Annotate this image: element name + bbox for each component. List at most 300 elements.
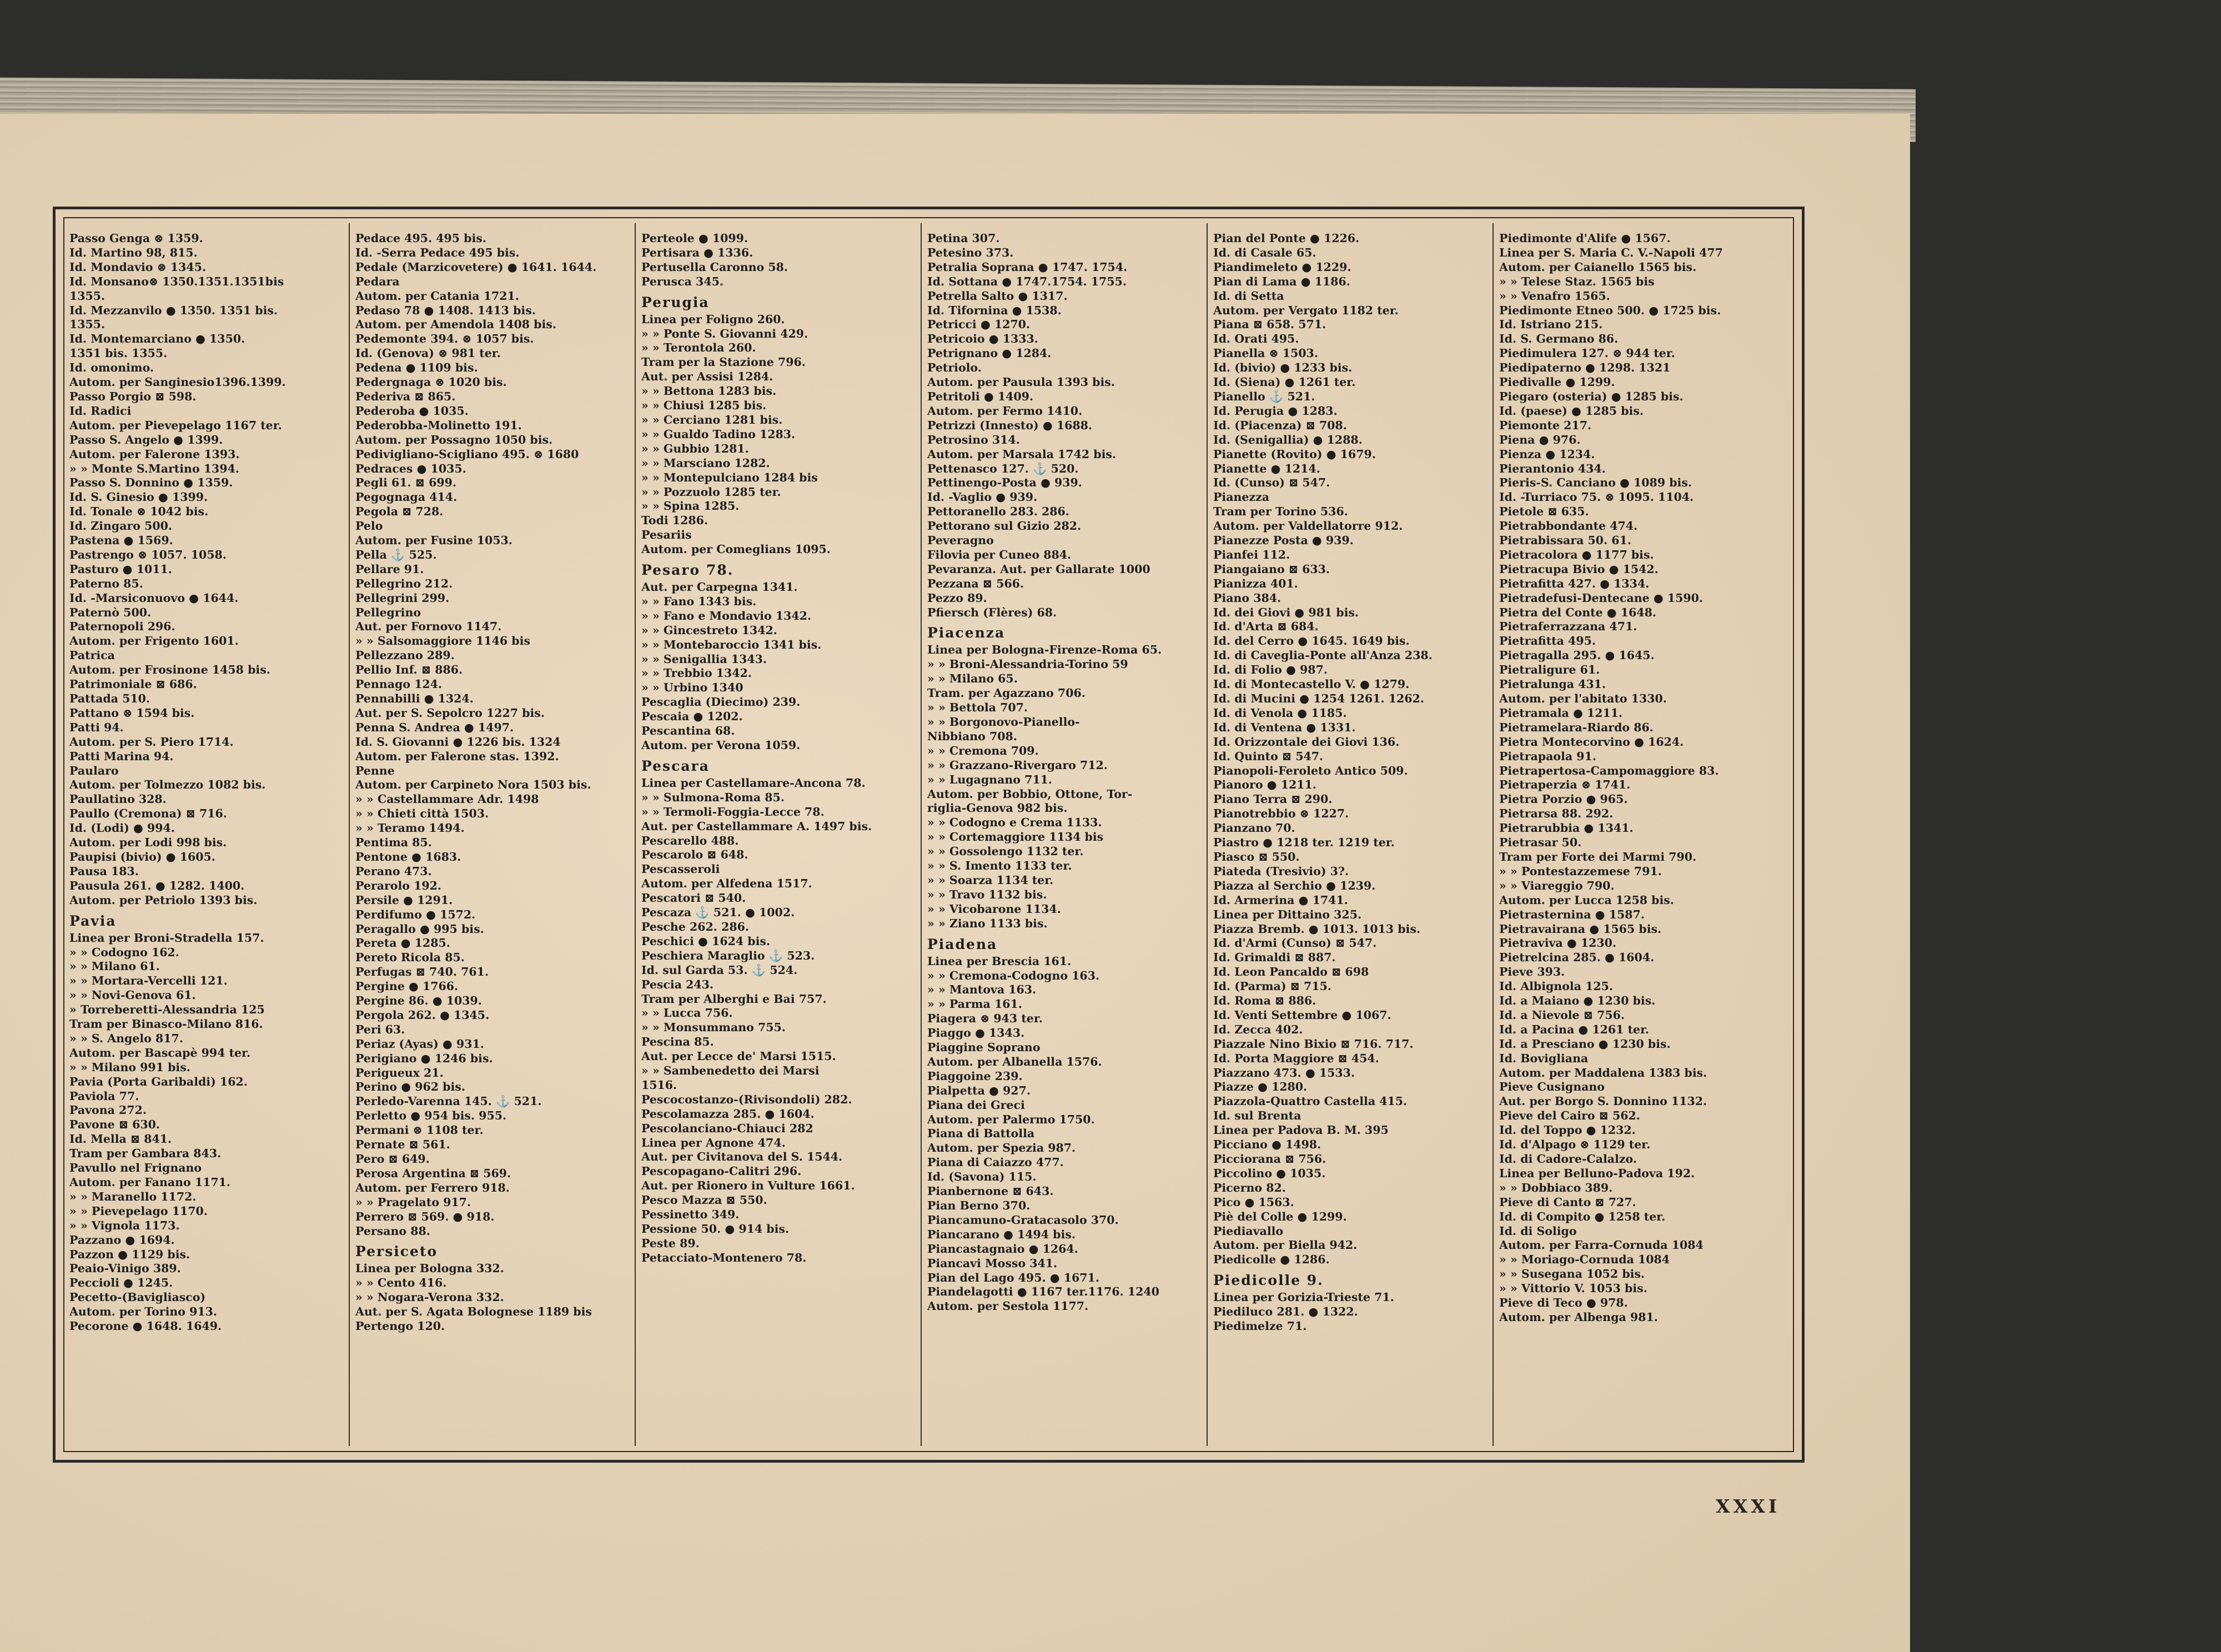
index-entry: Autom. per S. Piero 1714. <box>69 735 234 749</box>
index-entry: Piedimonte Etneo 500. ● 1725 bis. <box>1499 303 1721 317</box>
index-entry: Patti Marina 94. <box>69 749 174 763</box>
index-entry: Pasturo ● 1011. <box>69 562 172 576</box>
index-entry: » » Cortemaggiore 1134 bis <box>927 830 1104 844</box>
index-entry: Pavullo nel Frignano <box>69 1161 202 1175</box>
index-entry: Id. del Cerro ● 1645. 1649 bis. <box>1213 634 1410 648</box>
index-entry: Id. Martino 98, 815. <box>69 245 198 259</box>
index-entry: Piana di Battolla <box>927 1127 1035 1141</box>
index-entry: Id. (Savona) 115. <box>927 1170 1037 1184</box>
index-entry: 1355. <box>69 289 105 303</box>
index-entry: Id. di Casale 65. <box>1213 245 1316 259</box>
index-entry: Pianotrebbio ⊗ 1227. <box>1213 807 1349 821</box>
index-entry: Pentima 85. <box>355 836 432 850</box>
index-entry: Piè del Colle ● 1299. <box>1213 1209 1347 1223</box>
index-entry: » » Monsummano 755. <box>641 1021 786 1035</box>
index-entry: Petriolo. <box>927 361 982 375</box>
index-entry: Linea per Bologna 332. <box>355 1262 504 1276</box>
index-entry: Petricoio ● 1333. <box>927 332 1038 346</box>
index-entry: Pescarolo ⊠ 648. <box>641 848 748 862</box>
index-entry: Permani ⊗ 1108 ter. <box>355 1123 484 1137</box>
index-entry: Pescolanciano-Chiauci 282 <box>641 1121 813 1135</box>
index-entry: » » Chiusi 1285 bis. <box>641 399 767 413</box>
index-entry: Pattano ⊗ 1594 bis. <box>69 706 195 720</box>
index-entry: » » Marsciano 1282. <box>641 456 770 470</box>
index-entry: Id. (Lodi) ● 994. <box>69 821 175 835</box>
index-entry: Paternopoli 296. <box>69 620 175 634</box>
index-entry: Pazzon ● 1129 bis. <box>69 1247 190 1261</box>
index-entry: Pian di Lama ● 1186. <box>1213 274 1350 288</box>
index-entry: Linea per Broni-Stradella 157. <box>69 931 264 945</box>
index-entry: Pianello ⚓ 521. <box>1213 389 1315 403</box>
index-entry: Tram per Gambara 843. <box>69 1147 222 1161</box>
index-entry: Linea per Agnone 474. <box>641 1136 786 1149</box>
index-entry: Id. a Pacina ● 1261 ter. <box>1499 1022 1650 1036</box>
index-entry: Pescasseroli <box>641 862 720 876</box>
index-entry: » » Castellammare Adr. 1498 <box>355 792 539 806</box>
index-entry: Perano 473. <box>355 864 432 878</box>
index-entry: Aut. per Castellammare A. 1497 bis. <box>641 819 872 833</box>
index-entry: Pederoba ● 1035. <box>355 404 469 418</box>
index-entry: Id. Roma ⊠ 886. <box>1213 994 1316 1008</box>
index-entry: Pattada 510. <box>69 692 150 705</box>
index-entry: Pianella ⊗ 1503. <box>1213 347 1318 360</box>
index-entry: Pellegrini 299. <box>355 591 450 605</box>
index-entry: Pietravairana ● 1565 bis. <box>1499 922 1662 936</box>
index-entry: Pianizza 401. <box>1213 576 1298 590</box>
index-entry: Passo S. Angelo ● 1399. <box>69 433 223 446</box>
index-entry: Id. (Senigallia) ● 1288. <box>1213 433 1363 446</box>
index-entry: Id. d'Armi (Cunso) ⊠ 547. <box>1213 936 1377 950</box>
index-entry: Petritoli ● 1409. <box>927 389 1034 403</box>
index-entry: » » Spina 1285. <box>641 499 740 513</box>
index-entry: Paviola 77. <box>69 1089 139 1103</box>
index-entry: Petrignano ● 1284. <box>927 347 1052 360</box>
index-entry: Paullo (Cremona) ⊠ 716. <box>69 807 227 821</box>
index-entry: Pessione 50. ● 914 bis. <box>641 1222 790 1236</box>
index-entry: Pietra del Conte ● 1648. <box>1499 605 1656 619</box>
index-entry: Passo Genga ⊗ 1359. <box>69 232 203 245</box>
index-entry: Autom. per Falerone 1393. <box>69 447 240 461</box>
index-entry: Aut. per Assisi 1284. <box>641 370 773 384</box>
index-entry: Pavona 272. <box>69 1103 147 1117</box>
index-entry: Paternò 500. <box>69 605 152 619</box>
index-entry: » » Susegana 1052 bis. <box>1499 1267 1645 1281</box>
index-entry: Piadena <box>927 936 998 952</box>
index-entry: Persiceto <box>355 1243 438 1260</box>
index-entry: Id. -Marsiconuovo ● 1644. <box>69 591 239 605</box>
index-entry: Pergine ● 1766. <box>355 980 459 993</box>
index-entry: Autom. per Valdellatorre 912. <box>1213 519 1403 533</box>
index-entry: Tram per Forte dei Marmi 790. <box>1499 850 1697 863</box>
index-entry: » » Pragelato 917. <box>355 1195 471 1209</box>
index-entry: Pedale (Marzicovetere) ● 1641. 1644. <box>355 260 597 274</box>
index-entry: » » Montebaroccio 1341 bis. <box>641 637 822 651</box>
index-entry: » » Nogara-Verona 332. <box>355 1291 504 1304</box>
index-entry: Id. -Turriaco 75. ⊗ 1095. 1104. <box>1499 490 1694 504</box>
index-entry: Piancamuno-Gratacasolo 370. <box>927 1213 1119 1227</box>
index-entry: Pescaza ⚓ 521. ● 1002. <box>641 906 795 920</box>
index-entry: » » Codogno 162. <box>69 945 179 959</box>
index-entry: Petricci ● 1270. <box>927 318 1031 332</box>
index-entry: Piedicolle 9. <box>1213 1272 1324 1289</box>
index-entry: Pietramala ● 1211. <box>1499 706 1623 720</box>
index-entry: » » Grazzano-Rivergaro 712. <box>927 758 1108 772</box>
index-entry: Pertengo 120. <box>355 1319 445 1333</box>
index-entry: Linea per Foligno 260. <box>641 312 785 326</box>
index-column-3 <box>641 232 916 1450</box>
index-entry: Autom. per Vergato 1182 ter. <box>1213 303 1399 317</box>
index-entry: Pescantina 68. <box>641 724 735 738</box>
index-entry: Aut. per Lecce de' Marsi 1515. <box>641 1050 836 1063</box>
index-entry: Piano 384. <box>1213 591 1282 605</box>
index-entry: Pieris-S. Canciano ● 1089 bis. <box>1499 476 1692 490</box>
index-entry: Id. Orizzontale dei Giovi 136. <box>1213 735 1400 749</box>
index-entry: Autom. per Maddalena 1383 bis. <box>1499 1066 1707 1079</box>
index-entry: Piazzola-Quattro Castella 415. <box>1213 1094 1408 1108</box>
index-entry: » » Termoli-Foggia-Lecce 78. <box>641 805 825 819</box>
index-entry: Id. -Vaglio ● 939. <box>927 490 1038 504</box>
index-entry: Id. Zingaro 500. <box>69 519 173 533</box>
index-entry: Passo Porgio ⊠ 598. <box>69 389 197 403</box>
index-entry: Pieve del Cairo ⊠ 562. <box>1499 1109 1640 1123</box>
index-entry: Perigueux 21. <box>355 1066 444 1079</box>
index-entry: Id. di Venola ● 1185. <box>1213 706 1347 720</box>
index-entry: Piedimelze 71. <box>1213 1319 1307 1333</box>
index-entry: » » Bettona 1283 bis. <box>641 384 777 398</box>
index-entry: » » Parma 161. <box>927 997 1022 1011</box>
index-entry: Autom. per Fusine 1053. <box>355 534 512 548</box>
index-entry: Id. di Cadore-Calalzo. <box>1499 1152 1637 1166</box>
index-entry: Pietrarubbia ● 1341. <box>1499 821 1634 835</box>
index-entry: Id. Perugia ● 1283. <box>1213 404 1338 418</box>
index-entry: Pecorone ● 1648. 1649. <box>69 1319 222 1333</box>
index-entry: » » Dobbiaco 389. <box>1499 1181 1613 1194</box>
index-entry: Pentone ● 1683. <box>355 850 461 863</box>
index-entry: Perletto ● 954 bis. 955. <box>355 1109 507 1123</box>
index-entry: Id. Istriano 215. <box>1499 318 1603 332</box>
index-entry: Id. di Soligo <box>1499 1224 1577 1238</box>
index-entry: riglia-Genova 982 bis. <box>927 801 1068 815</box>
index-entry: Pella ⚓ 525. <box>355 548 437 561</box>
index-entry: Pian del Lago 495. ● 1671. <box>927 1271 1099 1284</box>
index-entry: Perigiano ● 1246 bis. <box>355 1051 493 1065</box>
index-entry: Pietrafitta 427. ● 1334. <box>1499 576 1650 590</box>
index-entry: Aut. per Civitanova del S. 1544. <box>641 1150 843 1164</box>
index-entry: Piana ⊠ 658. 571. <box>1213 318 1326 332</box>
index-entry: » » Sulmona-Roma 85. <box>641 790 785 804</box>
index-entry: Periaz (Ayas) ● 931. <box>355 1037 484 1051</box>
index-entry: Id. sul Garda 53. ⚓ 524. <box>641 963 798 977</box>
index-entry: Pierantonio 434. <box>1499 461 1606 475</box>
index-entry: Piccolino ● 1035. <box>1213 1166 1326 1180</box>
index-entry: Paularo <box>69 764 119 777</box>
index-entry: Pietra Porzio ● 965. <box>1499 792 1628 806</box>
index-entry: Id. Venti Settembre ● 1067. <box>1213 1008 1391 1022</box>
index-entry: » » Pozzuolo 1285 ter. <box>641 485 781 499</box>
index-entry: Perfugas ⊠ 740. 761. <box>355 965 489 979</box>
index-entry: Pastrengo ⊗ 1057. 1058. <box>69 548 227 561</box>
index-entry: Pietrasternina ● 1587. <box>1499 907 1645 921</box>
column-divider <box>349 223 350 1446</box>
index-entry: Pescopagano-Calitri 296. <box>641 1164 802 1178</box>
index-entry: Id. (Piacenza) ⊠ 708. <box>1213 418 1347 432</box>
column-divider <box>635 223 636 1446</box>
index-entry: Linea per Bologna-Firenze-Roma 65. <box>927 643 1162 657</box>
index-entry: Pausula 261. ● 1282. 1400. <box>69 878 245 892</box>
index-entry: Pellezzano 289. <box>355 649 455 662</box>
index-entry: Pederiva ⊠ 865. <box>355 389 456 403</box>
index-entry: Autom. per Pausula 1393 bis. <box>927 375 1115 389</box>
index-entry: » » Cento 416. <box>355 1276 447 1290</box>
index-entry: Peschiera Maraglio ⚓ 523. <box>641 948 815 962</box>
index-entry: Pienza ● 1234. <box>1499 447 1595 461</box>
index-entry: » » S. Imento 1133 ter. <box>927 859 1072 873</box>
index-entry: Id. Quinto ⊠ 547. <box>1213 749 1324 763</box>
index-entry: Pedivigliano-Scigliano 495. ⊗ 1680 <box>355 447 579 461</box>
index-entry: Autom. per Amendola 1408 bis. <box>355 318 556 332</box>
index-entry: Piazze ● 1280. <box>1213 1080 1308 1094</box>
index-entry: » » Moriago-Cornuda 1084 <box>1499 1253 1670 1267</box>
index-entry: Id. (Genova) ⊗ 981 ter. <box>355 347 501 360</box>
index-entry: Piaggo ● 1343. <box>927 1026 1025 1040</box>
index-entry: Id. (bivio) ● 1233 bis. <box>1213 361 1353 375</box>
index-entry: Piancarano ● 1494 bis. <box>927 1227 1076 1241</box>
index-entry: » » Terontola 260. <box>641 341 756 355</box>
index-entry: Pesariis <box>641 528 692 542</box>
index-entry: Piana di Caiazzo 477. <box>927 1156 1064 1169</box>
index-entry: Autom. per Fanano 1171. <box>69 1176 231 1189</box>
index-entry: Pennabilli ● 1324. <box>355 692 474 705</box>
index-entry: Pietra Montecorvino ● 1624. <box>1499 735 1684 749</box>
index-entry: Pieve di Teco ● 978. <box>1499 1296 1628 1310</box>
index-entry: » » Pontestazzemese 791. <box>1499 864 1662 878</box>
index-entry: Patrica <box>69 649 115 662</box>
index-entry: Id. Tonale ⊗ 1042 bis. <box>69 505 209 519</box>
index-entry: Pesche 262. 286. <box>641 920 750 933</box>
index-entry: Pianoro ● 1211. <box>1213 778 1316 792</box>
index-entry: Id. Leon Pancaldo ⊠ 698 <box>1213 965 1369 979</box>
index-entry: Linea per Belluno-Padova 192. <box>1499 1166 1695 1180</box>
index-entry: Paullatino 328. <box>69 792 167 806</box>
index-entry: Petrizzi (Innesto) ● 1688. <box>927 418 1093 432</box>
index-entry: Autom. per Falerone stas. 1392. <box>355 749 559 763</box>
index-entry: Pellegrino <box>355 605 421 619</box>
index-entry: Pescolamazza 285. ● 1604. <box>641 1107 815 1121</box>
index-entry: » » Trebbio 1342. <box>641 666 752 680</box>
index-entry: » » Gualdo Tadino 1283. <box>641 427 796 441</box>
index-entry: Piateda (Tresivio) 3?. <box>1213 864 1349 878</box>
index-entry: Id. Sottana ● 1747.1754. 1755. <box>927 274 1127 288</box>
index-entry: Tram per la Stazione 796. <box>641 355 806 369</box>
index-entry: Piena ● 976. <box>1499 433 1581 446</box>
index-entry: Pescocostanzo-(Rivisondoli) 282. <box>641 1092 852 1106</box>
index-entry: Pedaso 78 ● 1408. 1413 bis. <box>355 303 536 317</box>
index-entry: Piaggoine 239. <box>927 1069 1023 1083</box>
index-entry: Tram per Torino 536. <box>1213 505 1348 519</box>
index-entry: » » Chieti città 1503. <box>355 807 489 821</box>
index-entry: Pettorano sul Gizio 282. <box>927 519 1082 533</box>
index-entry: Autom. per Spezia 987. <box>927 1141 1076 1155</box>
index-entry: Pegognaga 414. <box>355 490 458 504</box>
index-entry: » » Vicobarone 1134. <box>927 902 1061 916</box>
index-entry: Pavia <box>69 912 117 929</box>
index-entry: Autom. per Sestola 1177. <box>927 1299 1089 1313</box>
index-entry: » » Milano 61. <box>69 960 160 973</box>
index-entry: Pietrasar 50. <box>1499 836 1582 850</box>
index-entry: Linea per Gorizia-Trieste 71. <box>1213 1291 1394 1304</box>
index-entry: » » Novi-Genova 61. <box>69 988 196 1002</box>
index-entry: » » S. Angelo 817. <box>69 1031 183 1045</box>
index-entry: Autom. per Frigento 1601. <box>69 634 239 648</box>
index-entry: » » Broni-Alessandria-Torino 59 <box>927 657 1128 671</box>
index-entry: » Torreberetti-Alessandria 125 <box>69 1003 265 1017</box>
index-entry: Persile ● 1291. <box>355 893 453 907</box>
index-entry: Picciano ● 1498. <box>1213 1138 1321 1152</box>
index-entry: » » Teramo 1494. <box>355 821 465 835</box>
index-entry: Id. Monsano⊗ 1350.1351.1351bis <box>69 274 284 288</box>
index-entry: Patti 94. <box>69 720 124 734</box>
index-entry: Id. d'Arta ⊠ 684. <box>1213 620 1319 634</box>
index-entry: Pedemonte 394. ⊗ 1057 bis. <box>355 332 534 346</box>
index-entry: Id. Mondavio ⊗ 1345. <box>69 260 207 274</box>
index-entry: Pergola 262. ● 1345. <box>355 1008 490 1022</box>
index-entry: Piastro ● 1218 ter. 1219 ter. <box>1213 836 1395 850</box>
index-entry: Pietraligure 61. <box>1499 663 1600 677</box>
index-entry: Id. di Folio ● 987. <box>1213 663 1328 677</box>
index-entry: Pezzo 89. <box>927 591 987 605</box>
index-entry: Id. d'Alpago ⊗ 1129 ter. <box>1499 1138 1651 1152</box>
index-entry: Autom. per Alfedena 1517. <box>641 877 812 891</box>
index-entry: Tram. per Agazzano 706. <box>927 686 1086 700</box>
index-entry: Petacciato-Montenero 78. <box>641 1251 807 1264</box>
index-entry: » » Mortara-Vercelli 121. <box>69 974 228 988</box>
index-entry: Pieve Cusignano <box>1499 1080 1605 1094</box>
index-entry: Pieve di Canto ⊠ 727. <box>1499 1195 1636 1209</box>
index-entry: Pietrabbondante 474. <box>1499 519 1638 533</box>
index-entry: Persano 88. <box>355 1224 430 1238</box>
index-entry: Id. Porta Maggiore ⊠ 454. <box>1213 1051 1379 1065</box>
index-entry: Id. a Nievole ⊠ 756. <box>1499 1008 1625 1022</box>
index-entry: » » Cerciano 1281 bis. <box>641 413 783 426</box>
index-entry: Id. di Setta <box>1213 289 1284 303</box>
index-entry: Piediluco 281. ● 1322. <box>1213 1305 1358 1319</box>
index-entry: Autom. per Carpineto Nora 1503 bis. <box>355 778 591 792</box>
index-entry: Penna S. Andrea ● 1497. <box>355 720 514 734</box>
index-entry: Id. -Serra Pedace 495 bis. <box>355 245 520 259</box>
index-entry: Id. sul Brenta <box>1213 1109 1302 1123</box>
index-entry: » » Senigallia 1343. <box>641 652 767 666</box>
index-entry: Aut. per S. Agata Bolognese 1189 bis <box>355 1305 592 1319</box>
index-entry: Autom. per Biella 942. <box>1213 1238 1358 1252</box>
index-entry: Id. (Cunso) ⊠ 547. <box>1213 476 1330 490</box>
index-column-2 <box>355 232 630 1450</box>
index-entry: Id. del Toppo ● 1232. <box>1499 1123 1636 1137</box>
index-entry: Pesaro 78. <box>641 562 734 579</box>
index-entry: 1355. <box>69 318 105 332</box>
index-entry: Pennago 124. <box>355 677 443 691</box>
index-entry: Penne <box>355 764 395 777</box>
index-entry: » » Vignola 1173. <box>69 1218 180 1232</box>
index-entry: Id. (Parma) ⊠ 715. <box>1213 980 1331 993</box>
index-entry: Piediavallo <box>1213 1224 1284 1238</box>
index-entry: Piemonte 217. <box>1499 418 1592 432</box>
index-entry: Piana dei Greci <box>927 1098 1025 1112</box>
index-entry: » » Pievepelago 1170. <box>69 1204 208 1218</box>
index-entry: Autom. per Tolmezzo 1082 bis. <box>69 778 266 792</box>
index-entry: Piaggine Soprano <box>927 1041 1041 1055</box>
index-entry: Id. Mezzanvilo ● 1350. 1351 bis. <box>69 303 278 317</box>
index-entry: Autom. per Pievepelago 1167 ter. <box>69 418 282 432</box>
index-entry: Pianopoli-Feroleto Antico 509. <box>1213 764 1408 777</box>
index-entry: Piazza al Serchio ● 1239. <box>1213 878 1376 892</box>
index-entry: Autom. per Frosinone 1458 bis. <box>69 663 270 677</box>
index-entry: » » Lucca 756. <box>641 1006 733 1020</box>
index-entry: » » Salsomaggiore 1146 bis <box>355 634 530 648</box>
index-entry: Piagera ⊗ 943 ter. <box>927 1012 1043 1026</box>
index-entry: Patrimoniale ⊠ 686. <box>69 677 197 691</box>
index-entry: Pavia (Porta Garibaldi) 162. <box>69 1074 248 1088</box>
index-entry: Piacenza <box>927 625 1006 641</box>
index-entry: Id. di Mucini ● 1254 1261. 1262. <box>1213 692 1424 705</box>
index-entry: » » Venafro 1565. <box>1499 289 1610 303</box>
index-entry: Linea per Castellamare-Ancona 78. <box>641 776 866 790</box>
index-entry: Pietrelcina 285. ● 1604. <box>1499 951 1655 965</box>
index-entry: Paupisi (bivio) ● 1605. <box>69 850 215 863</box>
index-entry: Id. di Compito ● 1258 ter. <box>1499 1209 1666 1223</box>
index-entry: Pezzana ⊠ 566. <box>927 576 1024 590</box>
index-entry: Pertisara ● 1336. <box>641 245 753 259</box>
index-entry: Pianezza <box>1213 490 1269 504</box>
index-entry: » » Gincestreto 1342. <box>641 623 777 637</box>
index-entry: » » Montepulciano 1284 bis <box>641 470 818 484</box>
index-entry: Pianfei 112. <box>1213 548 1290 561</box>
index-entry: Linea per Dittaino 325. <box>1213 907 1362 921</box>
index-entry: Pettoranello 283. 286. <box>927 505 1069 519</box>
index-entry: Autom. per Torino 913. <box>69 1305 218 1319</box>
index-entry: Peaio-Vinigo 389. <box>69 1262 181 1276</box>
index-entry: Piazza Bremb. ● 1013. 1013 bis. <box>1213 922 1421 936</box>
index-entry: Petralia Soprana ● 1747. 1754. <box>927 260 1128 274</box>
index-entry: Id. Mella ⊠ 841. <box>69 1132 172 1146</box>
index-entry: Pedace 495. 495 bis. <box>355 232 486 245</box>
index-entry: Pianette (Rovito) ● 1679. <box>1213 447 1376 461</box>
index-entry: Piangaiano ⊠ 633. <box>1213 562 1330 576</box>
index-entry: Tram per Alberghi e Bai 757. <box>641 992 827 1006</box>
index-entry: » » Travo 1132 bis. <box>927 887 1047 901</box>
index-entry: Pietraperzia ⊗ 1741. <box>1499 778 1631 792</box>
index-entry: Pellio Inf. ⊠ 886. <box>355 663 463 677</box>
index-entry: Pietracolora ● 1177 bis. <box>1499 548 1654 561</box>
index-entry: Piancavi Mosso 341. <box>927 1256 1058 1270</box>
index-entry: Piedipaterno ● 1298. 1321 <box>1499 361 1671 375</box>
index-entry: Id. Orati 495. <box>1213 332 1299 346</box>
index-entry: » » Monte S.Martino 1394. <box>69 461 239 475</box>
index-entry: Pesco Mazza ⊠ 550. <box>641 1193 767 1207</box>
page-number: XXXI <box>1716 1495 1781 1517</box>
index-entry: Passo S. Donnino ● 1359. <box>69 476 233 490</box>
index-entry: Id. S. Germano 86. <box>1499 332 1619 346</box>
index-entry: Perino ● 962 bis. <box>355 1080 465 1094</box>
index-entry: Pietrabissara 50. 61. <box>1499 534 1631 548</box>
index-entry: Id. (Siena) ● 1261 ter. <box>1213 375 1356 389</box>
index-column-5 <box>1213 232 1488 1450</box>
index-entry: Autom. per Comeglians 1095. <box>641 543 831 556</box>
index-entry: Autom. per Sanginesio1396.1399. <box>69 375 286 389</box>
index-entry: Autom. per Ferrero 918. <box>355 1181 510 1194</box>
index-entry: Autom. per Lucca 1258 bis. <box>1499 893 1674 907</box>
index-entry: Id. Radici <box>69 404 132 418</box>
index-entry: » » Gossolengo 1132 ter. <box>927 845 1084 858</box>
